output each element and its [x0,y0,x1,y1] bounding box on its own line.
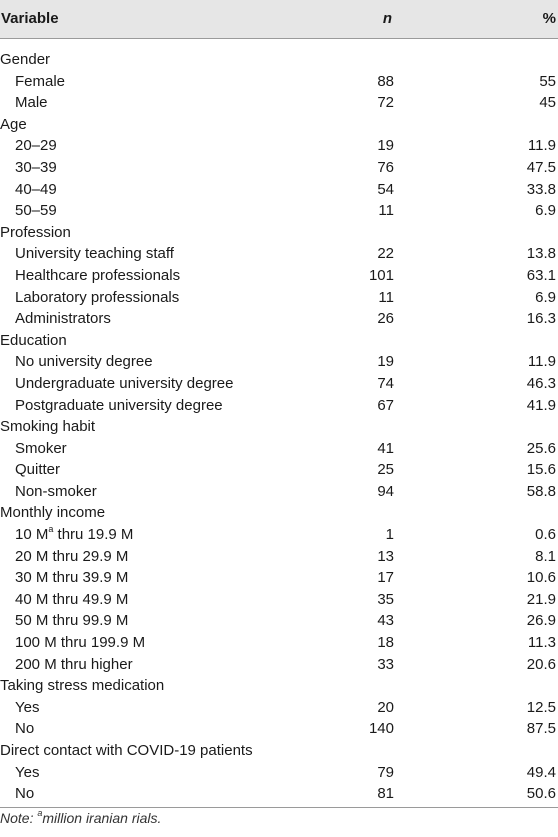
row-label-text: Laboratory professionals [15,288,180,306]
note-text: million iranian rials. [42,810,162,826]
row-label-text: Non-smoker [15,482,97,500]
row-label-text: Monthly income [0,504,106,522]
row-label [15,179,57,201]
row-n-value: 94 [377,482,394,500]
table-row [0,610,558,632]
row-percent-value: 12.5 [526,698,556,716]
row-label [15,697,39,719]
row-n-value: 81 [377,785,394,803]
row-percent-value: 15.6 [526,461,556,479]
row-label-text: No university degree [15,353,153,371]
row-percent-value: 13.8 [526,245,556,263]
group-row [0,330,558,352]
row-percent-value: 11.9 [527,353,556,371]
table-row [0,589,558,611]
row-label [15,481,97,503]
row-n-value: 20 [377,698,394,716]
row-label [15,610,128,632]
group-label [0,416,95,438]
group-label [0,502,105,524]
row-n-value: 18 [377,634,394,652]
group-row [0,675,558,697]
row-n-value: 1 [385,526,394,544]
group-row [0,222,558,244]
table-row [0,697,558,719]
row-label-text: Administrators [15,310,111,328]
row-label-text: Profession [0,223,71,241]
row-label-text: University teaching staff [15,245,174,263]
note-prefix: Note: [0,810,38,826]
table-row [0,632,558,654]
table-row [0,395,558,417]
row-label-text: Smoker [15,439,67,457]
row-n-value: 76 [377,158,394,176]
group-label [0,114,27,136]
table-row [0,200,558,222]
row-percent-value: 47.5 [526,158,556,176]
row-n-value: 67 [377,396,394,414]
row-n-value: 72 [377,94,394,112]
row-n-value: 25 [377,461,394,479]
row-label [15,92,48,114]
row-label [15,287,179,309]
row-percent-value: 33.8 [526,180,556,198]
row-n-value: 11 [378,288,394,306]
table-row [0,762,558,784]
row-label-text: Quitter [15,461,61,479]
row-label-text: 30–39 [15,158,57,176]
table-body [0,39,558,807]
row-label [15,567,128,589]
row-label-text: 30 M thru 39.9 M [15,569,129,587]
row-label-text: Yes [15,763,40,781]
row-label-text: 40–49 [15,180,57,198]
table-row [0,567,558,589]
row-n-value: 79 [377,763,394,781]
row-label [15,71,65,93]
row-label [15,351,153,373]
row-percent-value: 16.3 [526,310,556,328]
table-row [0,71,558,93]
row-label-text: 20–29 [15,137,57,155]
row-label [15,243,174,265]
header-n: n [382,10,392,27]
row-n-value: 140 [368,720,394,738]
row-label [15,395,223,417]
row-percent-value: 8.1 [535,547,556,565]
row-percent-value: 50.6 [526,785,556,803]
row-percent-value: 11.9 [527,137,556,155]
row-label-text: 100 M thru 199.9 M [15,634,146,652]
row-percent-value: 26.9 [526,612,556,630]
row-label-text: Direct contact with COVID-19 patients [0,742,253,759]
row-percent-value: 63.1 [526,266,556,284]
row-n-value: 54 [377,180,394,198]
group-row [0,114,558,136]
row-n-value: 35 [377,590,394,608]
row-label [15,524,133,546]
row-label [15,589,128,611]
row-label [15,632,145,654]
row-label [15,718,34,740]
row-n-value: 41 [377,439,394,457]
row-label [15,373,233,395]
row-label-text-rest: thru 19.9 M [53,526,134,544]
row-label-text: 50–59 [15,202,57,220]
header-percent: % [542,10,556,27]
table-row [0,265,558,287]
row-label-text: Postgraduate university degree [15,396,223,414]
row-percent-value: 10.6 [526,569,556,587]
table-row [0,481,558,503]
row-n-value: 19 [377,353,394,371]
table-row [0,243,558,265]
table-row [0,546,558,568]
row-label [15,546,128,568]
table-header-row [0,0,558,38]
table-row [0,157,558,179]
row-n-value: 17 [377,569,394,587]
table-row [0,308,558,330]
group-label [0,222,71,244]
row-percent-value: 11.3 [527,634,556,652]
row-label-text: Yes [15,698,40,716]
group-label [0,49,50,71]
row-label-text: Age [0,115,27,133]
table-row [0,438,558,460]
row-percent-value: 20.6 [526,655,556,673]
row-label-text: Undergraduate university degree [15,374,234,392]
row-n-value: 13 [377,547,394,565]
row-percent-value: 6.9 [535,202,556,220]
group-row [0,416,558,438]
row-label-text: 200 M thru higher [15,655,133,673]
row-label [15,438,67,460]
table-row [0,654,558,676]
row-label-text: Taking stress medication [0,677,165,695]
row-n-value: 26 [377,310,394,328]
row-label-text: Female [15,72,66,90]
row-label-text: 20 M thru 29.9 M [15,547,129,565]
group-row [0,740,558,762]
row-n-value: 33 [377,655,394,673]
row-label-text: Male [15,94,48,112]
row-label [15,762,39,784]
table-row [0,524,558,546]
table-row [0,783,558,805]
row-percent-value: 55 [539,72,556,90]
row-label-text: Smoking habit [0,418,96,436]
group-label [0,330,67,352]
table-row [0,373,558,395]
row-label-text: Gender [0,51,51,68]
row-label-text: No [15,785,35,803]
row-label [15,157,57,179]
row-n-value: 74 [377,374,394,392]
row-percent-value: 41.9 [526,396,556,414]
row-label-text: 50 M thru 99.9 M [15,612,129,630]
group-row [0,49,558,71]
row-label [15,783,34,805]
row-label [15,265,180,287]
row-percent-value: 6.9 [535,288,556,306]
row-label [15,200,57,222]
row-percent-value: 21.9 [526,590,556,608]
row-percent-value: 25.6 [526,439,556,457]
row-n-value: 101 [368,266,394,284]
table-row [0,135,558,157]
row-label-text: 10 M [15,526,49,544]
row-n-value: 11 [378,202,394,220]
group-label [0,740,253,762]
row-label-text: Healthcare professionals [15,266,181,284]
table-note [0,810,161,826]
group-row [0,502,558,524]
row-n-value: 88 [377,72,394,90]
row-percent-value: 0.6 [535,526,556,544]
table-row [0,92,558,114]
table-row [0,718,558,740]
table-row [0,351,558,373]
row-label [15,459,60,481]
row-percent-value: 45 [539,94,556,112]
row-n-value: 43 [377,612,394,630]
row-percent-value: 87.5 [526,720,556,738]
bottom-rule [0,807,558,808]
table-row [0,287,558,309]
row-label-text: 40 M thru 49.9 M [15,590,129,608]
header-variable: Variable [1,10,59,27]
row-label [15,654,133,676]
row-label-superscript: a [48,524,54,535]
table-row [0,179,558,201]
table-row [0,459,558,481]
row-percent-value: 46.3 [526,374,556,392]
row-label [15,135,57,157]
row-n-value: 19 [377,137,394,155]
row-label-text: Education [0,331,67,349]
row-percent-value: 49.4 [526,763,556,781]
note-superscript: a [37,808,43,819]
group-label [0,675,164,697]
row-percent-value: 58.8 [526,482,556,500]
row-label [15,308,111,330]
row-n-value: 22 [377,245,394,263]
row-label-text: No [15,720,35,738]
